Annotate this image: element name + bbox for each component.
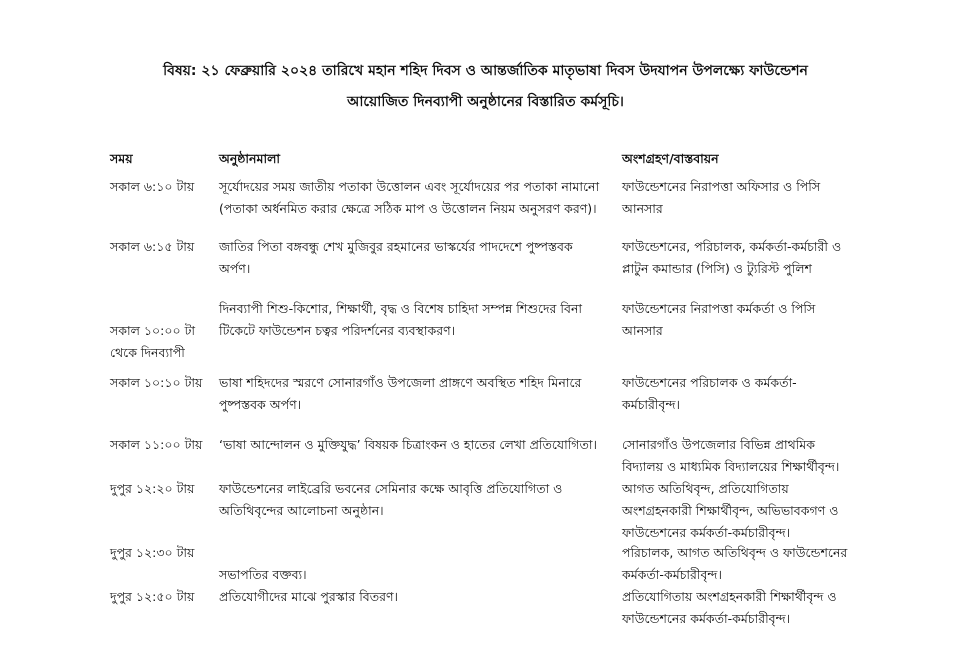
row-2-event-line-2: অর্পণ। bbox=[219, 261, 251, 276]
row-5-time: সকাল ১১:০০ টায় bbox=[110, 437, 203, 452]
header-event: অনুষ্ঠানমালা bbox=[219, 151, 281, 166]
document-title-line-1: বিষয়: ২১ ফেব্রুয়ারি ২০২৪ তারিখে মহান শহিদ দিবস ও আন্তর্জাতিক মাতৃভাষা দিবস উদযাপন উপলক্ষ্যে ফাউন্ডেশন bbox=[163, 63, 808, 79]
row-3-event-line-2: টিকেটে ফাউন্ডেশন চত্বর পরিদর্শনের ব্যবস্থাকরণ। bbox=[219, 323, 456, 338]
row-3-participants-line-2: আনসার bbox=[622, 323, 663, 338]
row-3-time-line-1: সকাল ১০:০০ টা bbox=[110, 323, 196, 338]
row-5-participants-line-2: বিদ্যালয় ও মাধ্যমিক বিদ্যালয়ের শিক্ষার্থীবৃন্দ। bbox=[622, 459, 840, 474]
row-2-event-line-1: জাতির পিতা বঙ্গবন্ধু শেখ মুজিবুর রহমানের ভাস্কর্যের পাদদেশে পুষ্পস্তবক bbox=[219, 239, 573, 254]
row-6-event-line-2: অতিথিবৃন্দের আলোচনা অনুষ্ঠান। bbox=[219, 503, 384, 518]
row-4-time: সকাল ১০:১০ টায় bbox=[110, 375, 203, 390]
header-participants: অংশগ্রহণ/বাস্তবায়ন bbox=[622, 151, 719, 166]
row-5-participants-line-1: সোনারগাঁও উপজেলার বিভিন্ন প্রাথমিক bbox=[622, 437, 815, 452]
row-4-participants-line-2: কর্মচারীবৃন্দ। bbox=[622, 397, 680, 412]
row-2-participants-line-2: প্লাটুন কমান্ডার (পিসি) ও ট্যুরিস্ট পুলিশ bbox=[622, 261, 812, 276]
row-7-event-line-1: সভাপতির বক্তব্য। bbox=[219, 567, 307, 582]
row-1-participants-line-2: আনসার bbox=[622, 201, 663, 216]
row-1-time: সকাল ৬:১০ টায় bbox=[110, 179, 195, 194]
row-6-time: দুপুর ১২:২০ টায় bbox=[110, 481, 195, 496]
row-2-time: সকাল ৬:১৫ টায় bbox=[110, 239, 195, 254]
row-6-participants-line-2: অংশগ্রহনকারী শিক্ষার্থীবৃন্দ, অভিভাবকগণ ও bbox=[622, 503, 839, 518]
row-6-participants-line-1: আগত অতিথিবৃন্দ, প্রতিযোগিতায় bbox=[622, 481, 789, 496]
row-5-event-line-1: ‘ভাষা আন্দোলন ও মুক্তিযুদ্ধ’ বিষয়ক চিত্রাংকন ও হাতের লেখা প্রতিযোগিতা। bbox=[219, 437, 597, 452]
row-4-event-line-2: পুষ্পস্তবক অর্পণ। bbox=[219, 397, 302, 412]
row-4-event-line-1: ভাষা শহিদদের স্মরণে সোনারগাঁও উপজেলা প্রাঙ্গণে অবস্থিত শহিদ মিনারে bbox=[219, 375, 582, 390]
row-6-event-line-1: ফাউন্ডেশনের লাইব্রেরি ভবনের সেমিনার কক্ষে আবৃত্তি প্রতিযোগিতা ও bbox=[219, 481, 563, 496]
row-1-event-line-1: সূর্যোদয়ের সময় জাতীয় পতাকা উত্তোলন এবং সূর্যোদয়ের পর পতাকা নামানো bbox=[219, 179, 600, 194]
row-6-participants-line-3: ফাউন্ডেশনের কর্মকর্তা-কর্মচারীবৃন্দ। bbox=[622, 525, 791, 540]
row-1-event-line-2: (পতাকা অর্ধনমিত করার ক্ষেত্রে সঠিক মাপ ও উত্তোলন নিয়ম অনুসরণ করণ)। bbox=[219, 201, 597, 216]
row-3-participants-line-1: ফাউন্ডেশনের নিরাপত্তা কর্মকর্তা ও পিসি bbox=[622, 301, 816, 316]
row-8-time: দুপুর ১২:৫০ টায় bbox=[110, 589, 195, 604]
row-2-participants-line-1: ফাউন্ডেশনের, পরিচালক, কর্মকর্তা-কর্মচারী ও bbox=[622, 239, 842, 254]
row-7-participants-line-2: কর্মকর্তা-কর্মচারীবৃন্দ। bbox=[622, 567, 722, 582]
row-8-event-line-1: প্রতিযোগীদের মাঝে পুরস্কার বিতরণ। bbox=[219, 589, 399, 604]
row-3-event-line-1: দিনব্যাপী শিশু-কিশোর, শিক্ষার্থী, বৃদ্ধ ও বিশেষ চাহিদা সম্পন্ন শিশুদের বিনা bbox=[219, 301, 583, 316]
row-8-participants-line-2: ফাউন্ডেশনের কর্মকর্তা-কর্মচারীবৃন্দ। bbox=[622, 611, 791, 626]
row-7-time: দুপুর ১২:৩০ টায় bbox=[110, 545, 195, 560]
row-8-participants-line-1: প্রতিযোগিতায় অংশগ্রহনকারী শিক্ষার্থীবৃন্দ ও bbox=[622, 589, 837, 604]
row-7-participants-line-1: পরিচালক, আগত অতিথিবৃন্দ ও ফাউন্ডেশনের bbox=[622, 545, 848, 560]
row-4-participants-line-1: ফাউন্ডেশনের পরিচালক ও কর্মকর্তা- bbox=[622, 375, 797, 390]
document-title-line-2: আয়োজিত দিনব্যাপী অনুষ্ঠানের বিস্তারিত কর্মসূচি। bbox=[347, 94, 624, 110]
header-time: সময় bbox=[110, 151, 133, 166]
row-1-participants-line-1: ফাউন্ডেশনের নিরাপত্তা অফিসার ও পিসি bbox=[622, 179, 821, 194]
row-3-time-line-2: থেকে দিনব্যাপী bbox=[110, 345, 185, 360]
